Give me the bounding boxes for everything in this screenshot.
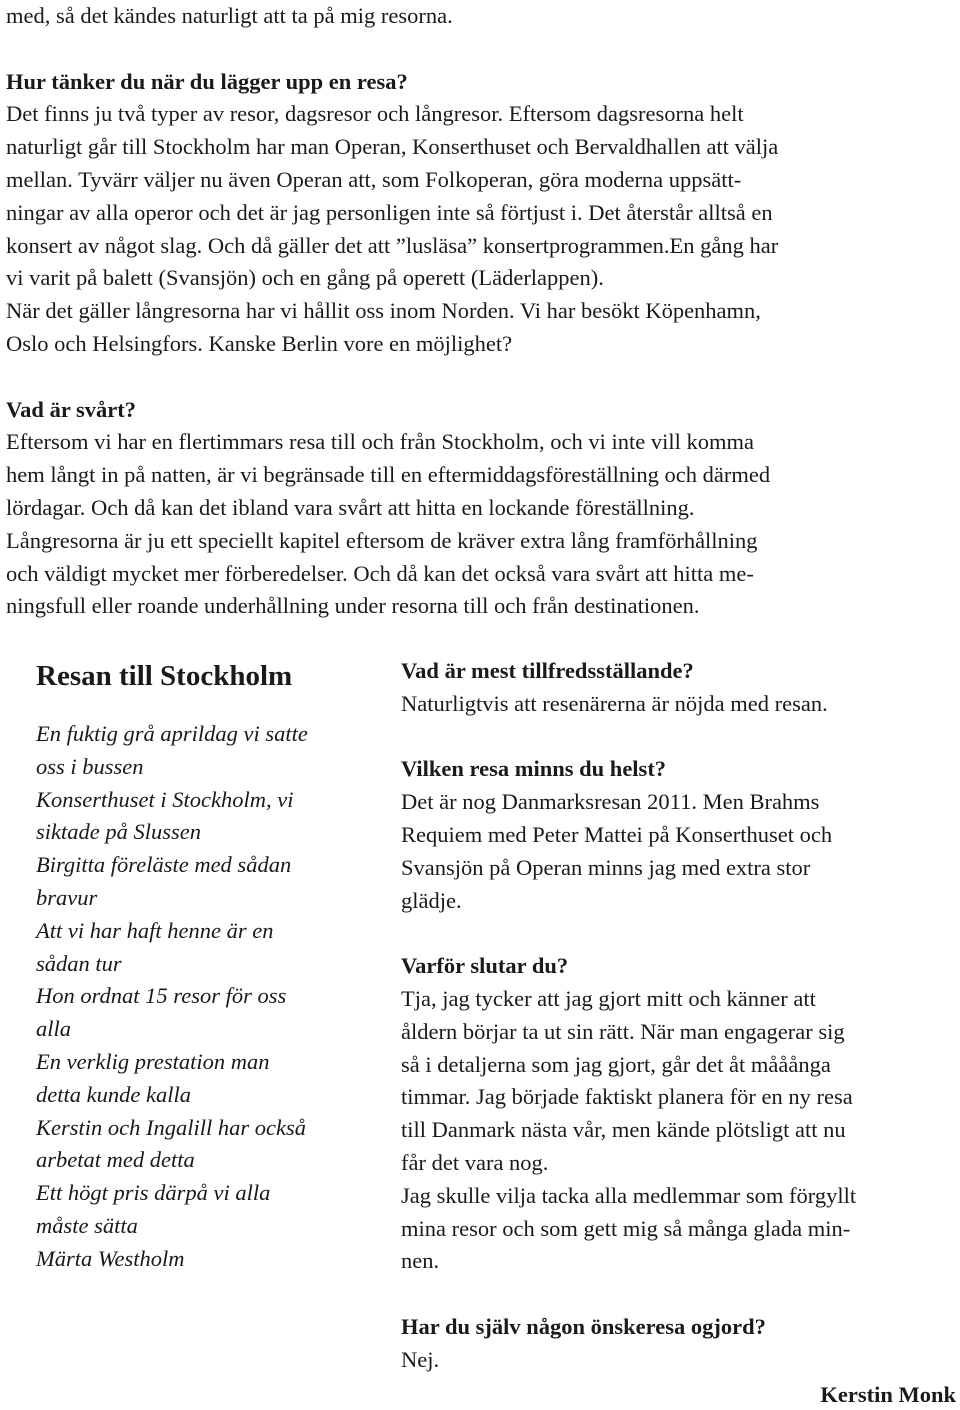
poem-line: arbetat med detta bbox=[36, 1147, 195, 1173]
spacer bbox=[401, 917, 957, 950]
answer-line: lördagar. Och då kan det ibland vara svårt att hitta en lockande föreställning. bbox=[6, 494, 695, 520]
answer-line: Långresorna är ju ett speciellt kapitel eftersom de kräver extra lång framförhållning bbox=[6, 527, 758, 553]
question-heading: Vilken resa minns du helst? bbox=[401, 756, 667, 782]
answer-line: vi varit på balett (Svansjön) och en gång på operett (Läderlappen). bbox=[6, 265, 604, 291]
intro-line: med, så det kändes naturligt att ta på mig resorna. bbox=[6, 3, 453, 28]
answer-line: ningsfull eller roande underhållning under resorna till och från destinationen. bbox=[6, 593, 700, 619]
poem-body bbox=[36, 718, 376, 1276]
answer-line: hem långt in på natten, är vi begränsade till en eftermiddagsföreställning och därmed bbox=[6, 462, 771, 488]
answer-line: ningar av alla operor och det är jag personligen inte så förtjust i. Det återstår alltså en bbox=[6, 199, 773, 225]
poem-line: bravur bbox=[36, 884, 98, 910]
poem-line: alla bbox=[36, 1016, 72, 1042]
answer-line: Jag skulle vilja tacka alla medlemmar som förgyllt bbox=[401, 1182, 857, 1208]
answer-line: mina resor och som gett mig så många glada min- bbox=[401, 1215, 851, 1241]
answer-line: åldern börjar ta ut sin rätt. När man engagerar sig bbox=[401, 1018, 845, 1044]
answer-line: och väldigt mycket mer förberedelser. Och då kan det också vara svårt att hitta me- bbox=[6, 560, 754, 586]
poem-line: Kerstin och Ingalill har också bbox=[36, 1114, 306, 1140]
answer-line: Det finns ju två typer av resor, dagsresor och långresor. Eftersom dagsresorna helt bbox=[6, 101, 744, 127]
answer-line: glädje. bbox=[401, 887, 462, 913]
answer-paragraph bbox=[6, 426, 956, 623]
question-heading: Varför slutar du? bbox=[401, 953, 569, 979]
answer-line: timmar. Jag började faktiskt planera för en ny resa bbox=[401, 1084, 853, 1110]
author-signature: Kerstin Monk bbox=[820, 1382, 956, 1407]
poem-line: Ett högt pris därpå vi alla bbox=[36, 1180, 271, 1206]
answer-line: Svansjön på Operan minns jag med extra stor bbox=[401, 854, 811, 880]
answer-line: får det vara nog. bbox=[401, 1149, 549, 1175]
poem-line: oss i bussen bbox=[36, 753, 144, 779]
answer-line: så i detaljerna som jag gjort, går det åt mååånga bbox=[401, 1051, 831, 1077]
poem-line: Konserthuset i Stockholm, vi bbox=[36, 786, 294, 812]
poem-line: detta kunde kalla bbox=[36, 1081, 191, 1107]
answer-paragraph bbox=[6, 98, 956, 360]
interview-right-column bbox=[401, 655, 957, 1377]
poem-line: En verklig prestation man bbox=[36, 1048, 270, 1074]
poem-line: siktade på Slussen bbox=[36, 819, 201, 845]
poem-title: Resan till Stockholm bbox=[36, 660, 293, 692]
answer-line: Naturligtvis att resenärerna är nöjda med resan. bbox=[401, 690, 828, 716]
answer-line: Det är nog Danmarksresan 2011. Men Brahms bbox=[401, 789, 820, 815]
poem-column bbox=[36, 656, 376, 1276]
poem-author: Märta Westholm bbox=[36, 1245, 185, 1271]
interview-top-section bbox=[6, 0, 956, 623]
poem-line: sådan tur bbox=[36, 950, 122, 976]
question-heading: Hur tänker du när du lägger upp en resa? bbox=[6, 68, 408, 94]
poem-line: måste sätta bbox=[36, 1212, 138, 1238]
answer-line: nen. bbox=[401, 1248, 440, 1274]
answer-line: Nej. bbox=[401, 1346, 440, 1372]
poem-line: Att vi har haft henne är en bbox=[36, 917, 274, 943]
answer-line: När det gäller långresorna har vi hållit oss inom Norden. Vi har besökt Köpenhamn, bbox=[6, 298, 761, 324]
answer-line: Requiem med Peter Mattei på Konserthuset och bbox=[401, 821, 833, 847]
poem-line: Birgitta föreläste med sådan bbox=[36, 852, 292, 878]
spacer bbox=[401, 721, 957, 754]
answer-line: Eftersom vi har en flertimmars resa till och från Stockholm, och vi inte vill komma bbox=[6, 429, 754, 455]
answer-line: till Danmark nästa vår, men kände plötsligt att nu bbox=[401, 1117, 846, 1143]
spacer bbox=[6, 33, 956, 66]
answer-line: naturligt går till Stockholm har man Operan, Konserthuset och Bervaldhallen att välja bbox=[6, 134, 779, 160]
poem-line: En fuktig grå aprildag vi satte bbox=[36, 721, 308, 746]
question-heading: Har du själv någon önskeresa ogjord? bbox=[401, 1313, 766, 1339]
spacer bbox=[6, 361, 956, 394]
poem-line: Hon ordnat 15 resor för oss bbox=[36, 983, 287, 1009]
answer-line: mellan. Tyvärr väljer nu även Operan att, som Folkoperan, göra moderna uppsätt- bbox=[6, 166, 742, 192]
question-heading: Vad är svårt? bbox=[6, 396, 137, 422]
spacer bbox=[401, 1278, 957, 1311]
answer-line: Oslo och Helsingfors. Kanske Berlin vore en möjlighet? bbox=[6, 330, 513, 356]
question-heading: Vad är mest tillfredsställande? bbox=[401, 658, 694, 683]
answer-line: konsert av något slag. Och då gäller det att ”lusläsa” konsertprogrammen.En gång har bbox=[6, 232, 779, 258]
answer-line: Tja, jag tycker att jag gjort mitt och känner att bbox=[401, 985, 816, 1011]
